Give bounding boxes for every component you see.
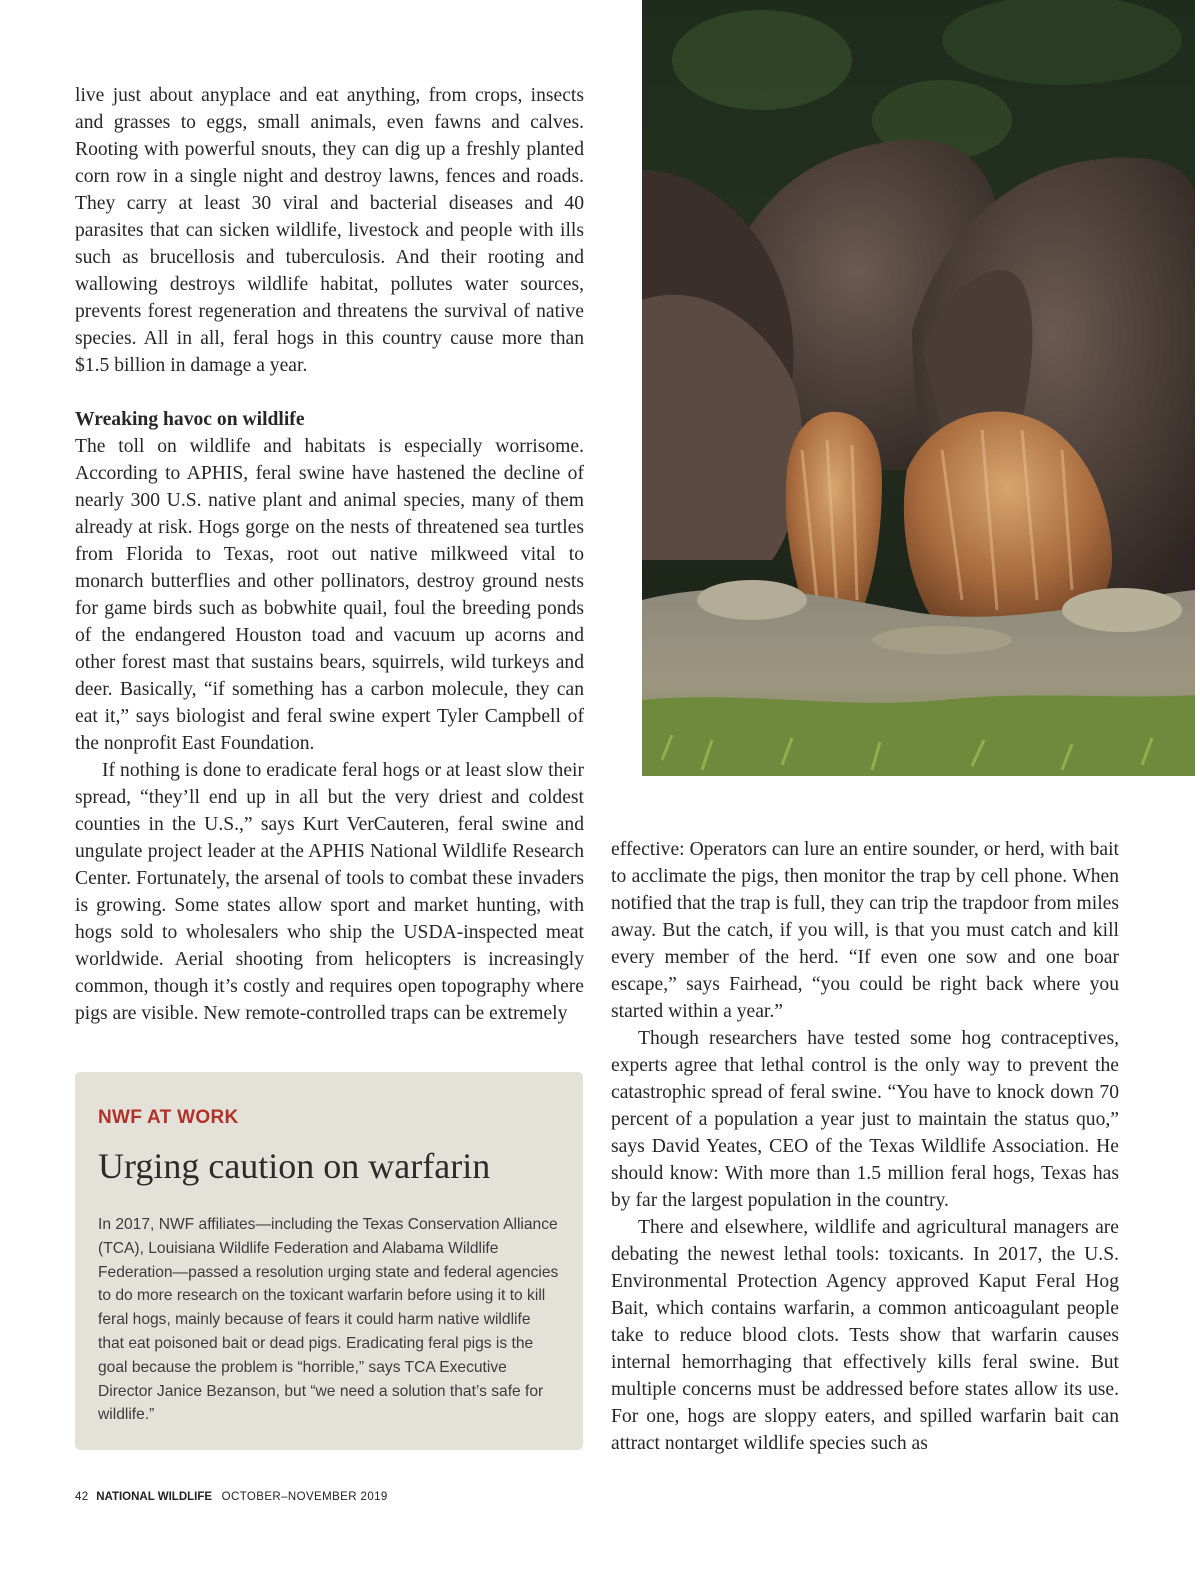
body-paragraph: The toll on wildlife and habitats is especially worrisome. According to APHIS, feral swine have hastened the decline of nearly 300 U.S. native plant and animal species, many of them already at risk. Hogs gorge on the nests of threatened sea turtles from Florida to Texas, root out native milkweed vital to monarch butterflies and other pollinators, destroy ground nests for game birds such as bobwhite quail, foul the breeding ponds of the endangered Houston toad and vacuum up acorns and other forest mast that sustains bears, squirrels, wild turkeys and deer. Basically, “if something has a carbon molecule, they can eat it,” says biologist and feral swine expert Tyler Campbell of the nonprofit East Foundation. [75,436,584,754]
body-paragraph: effective: Operators can lure an entire sounder, or herd, with bait to acclimate the pigs, then monitor the trap by cell phone. When notified that the trap is full, they can trip the trapdoor from miles away. But the catch, if you will, is that you must catch and kill every member of the herd. “If even one sow and one boar escape,” says Fairhead, “you could be right back where you started within a year.” [611,839,1119,1022]
body-paragraph: live just about anyplace and eat anything, from crops, insects and grasses to eggs, small animals, even fawns and calves. Rooting with powerful snouts, they can dig up a freshly planted corn row in a single night and destroy lawns, fences and roads. They carry at least 30 viral and bacterial diseases and 40 parasites that can sicken wildlife, livestock and people with ills such as brucellosis and tuberculosis. And their rooting and wallowing destroys wildlife habitat, pollutes water sources, prevents forest regeneration and threatens the survival of native species. All in all, feral hogs in this country cause more than $1.5 billion in damage a year. [75,85,584,376]
sidebar-body: In 2017, NWF affiliates—including the Texas Conservation Alliance (TCA), Louisiana Wildlife Federation and Alabama Wildlife Federation—passed a resolution urging state and federal agencies to do more research on the toxicant warfarin before using it to kill feral hogs, mainly because of fears it could harm native wildlife that eat poisoned bait or dead pigs. Eradicating feral pigs is the goal because the problem is “horrible,” says TCA Executive Director Janice Bezanson, but “we need a solution that’s safe for wildlife.” [98,1216,559,1424]
body-paragraph: If nothing is done to eradicate feral hogs or at least slow their spread, “they’ll end up in all but the very driest and coldest counties in the U.S.,” says Kurt VerCauteren, feral swine and ungulate project leader at the APHIS National Wildlife Research Center. Fortunately, the arsenal of tools to combat these invaders is growing. Some states allow sport and market hunting, with hogs sold to wholesalers who ship the USDA-inspected meat worldwide. Aerial shooting from helicopters is increasingly common, though it’s costly and requires open topography where pigs are visible. New remote-controlled traps can be extremely [75,760,584,1024]
nwf-at-work-sidebar [75,1072,583,1450]
sidebar-title: Urging caution on warfarin [98,1146,491,1186]
body-paragraph: Though researchers have tested some hog contraceptives, experts agree that lethal control is the only way to prevent the catastrophic spread of feral swine. “You have to knock down 70 percent of a population a year just to maintain the status quo,” says David Yeates, CEO of the Texas Wildlife Association. He should know: With more than 1.5 million feral hogs, Texas has by far the largest population in the country. [611,1028,1119,1211]
magazine-name: NATIONAL WILDLIFE [96,1491,213,1503]
section-subhead: Wreaking havoc on wildlife [75,409,305,430]
issue-date: OCTOBER–NOVEMBER 2019 [221,1491,388,1503]
right-text-column [611,836,1119,1457]
feral-hogs-photo [642,0,1195,776]
body-paragraph: There and elsewhere, wildlife and agricultural managers are debating the newest lethal tools: toxicants. In 2017, the U.S. Environmental Protection Agency approved Kaput Feral Hog Bait, which contains warfarin, a common anticoagulant people take to reduce blood clots. Tests show that warfarin causes internal hemorrhaging that effectively kills feral swine. But multiple concerns must be addressed before states allow its use. For one, hogs are sloppy eaters, and spilled warfarin bait can attract nontarget wildlife species such as [611,1217,1119,1454]
page-footer [75,1491,388,1507]
sidebar-kicker: NWF AT WORK [98,1107,239,1128]
left-text-column [75,82,584,1027]
page-number: 42 [75,1491,89,1503]
